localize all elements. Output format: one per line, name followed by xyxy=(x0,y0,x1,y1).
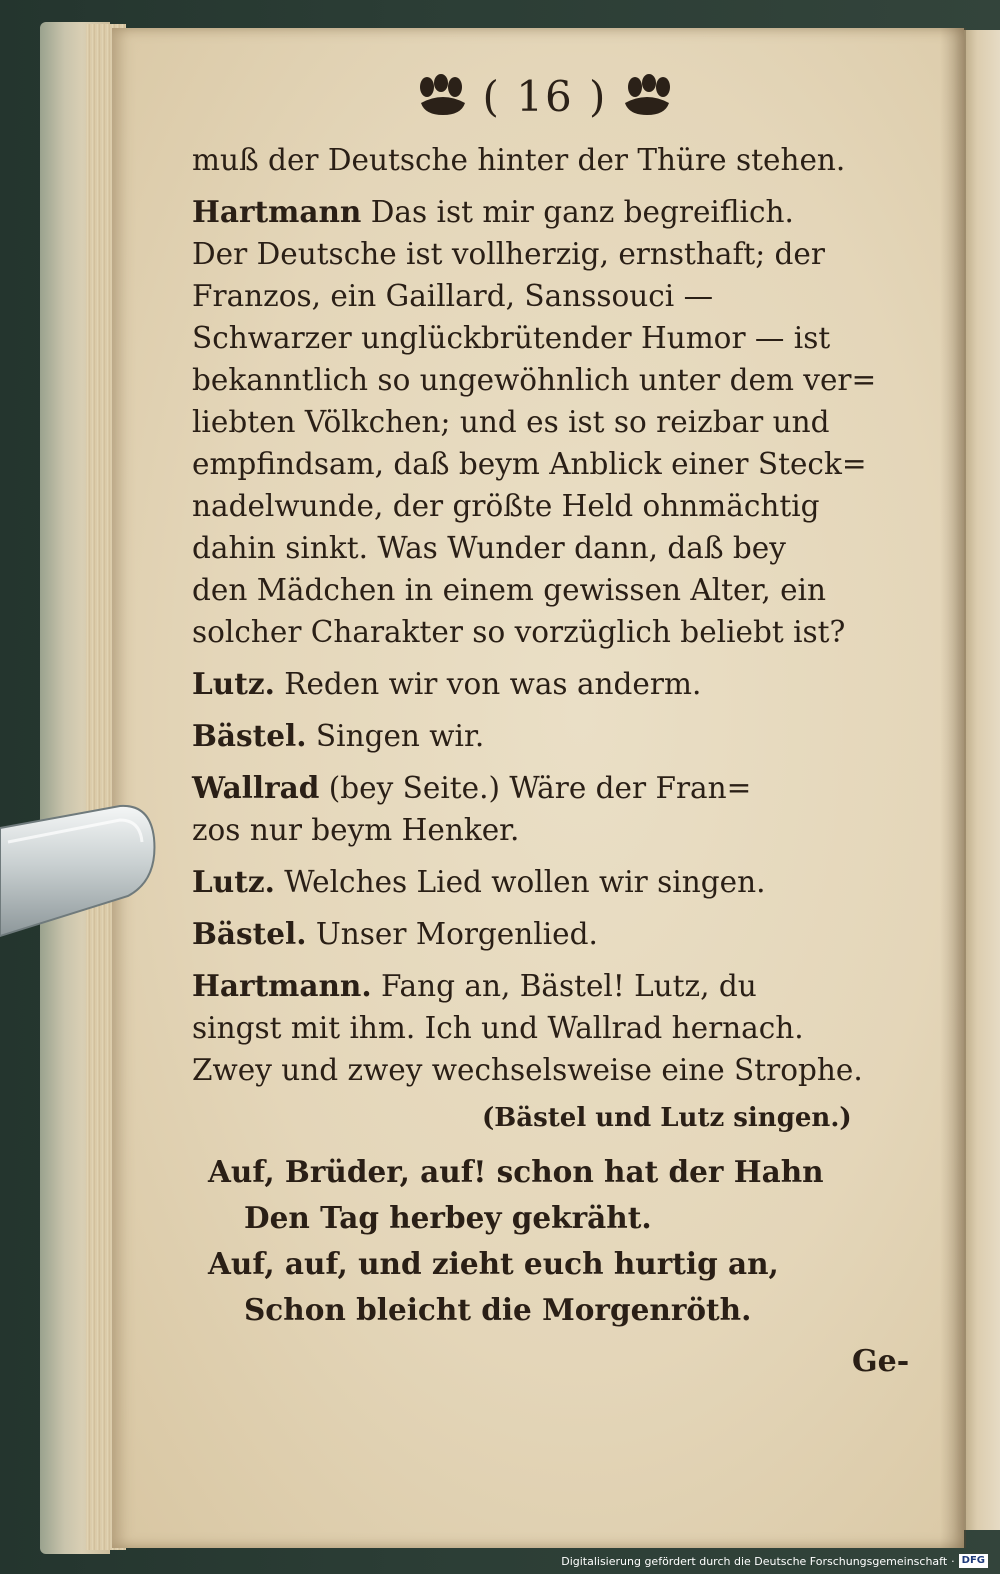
speaker-name: Bästel. xyxy=(192,718,307,753)
digitization-credit: Digitalisierung gefördert durch die Deutsche Forschungsgemeinschaft · DFG xyxy=(561,1552,988,1570)
speaker-name: Hartmann. xyxy=(192,968,372,1003)
verse-line: Auf, auf, und zieht euch hurtig an, xyxy=(208,1246,779,1281)
fleuron-ornament-left-icon xyxy=(417,73,469,119)
text-line: Der Deutsche ist vollherzig, ernsthaft; der xyxy=(192,237,825,271)
page-number: ( 16 ) xyxy=(482,71,608,121)
text-line: Hartmann Das ist mir ganz begreiflich. xyxy=(192,194,794,229)
credit-text: Digitalisierung gefördert durch die Deutsche Forschungsgemeinschaft xyxy=(561,1554,948,1568)
speaker-name: Bästel. xyxy=(192,916,307,951)
text-line: Franzos, ein Gaillard, Sanssouci — xyxy=(192,279,714,313)
text-line: Schwarzer unglückbrütender Humor — ist xyxy=(192,321,831,355)
dfg-logo: DFG xyxy=(959,1554,988,1568)
text-line: muß der Deutsche hinter der Thüre stehen. xyxy=(192,143,846,177)
catchword: Ge- xyxy=(852,1344,910,1379)
facing-page-edge xyxy=(962,30,1000,1530)
text-line: Hartmann. Fang an, Bästel! Lutz, du xyxy=(192,968,757,1003)
verse-line: Den Tag herbey gekräht. xyxy=(244,1200,652,1235)
text-line: singst mit ihm. Ich und Wallrad hernach. xyxy=(192,1011,804,1045)
text-line: Wallrad (bey Seite.) Wäre der Fran= xyxy=(192,770,752,805)
gutter-shadow xyxy=(940,28,966,1548)
stage-direction: (Bästel und Lutz singen.) xyxy=(482,1103,852,1133)
verse-line: Auf, Brüder, auf! schon hat der Hahn xyxy=(208,1154,824,1189)
book-clamp-image xyxy=(0,798,160,938)
text-line: den Mädchen in einem gewissen Alter, ein xyxy=(192,573,826,607)
text-line: dahin sinkt. Was Wunder dann, daß bey xyxy=(192,531,786,565)
text-line: Bästel. Unser Morgenlied. xyxy=(192,916,598,951)
stage-direction: (bey Seite.) xyxy=(328,771,500,805)
fleuron-ornament-right-icon xyxy=(621,73,673,119)
text-line: Lutz. Welches Lied wollen wir singen. xyxy=(192,864,766,899)
verse-line: Schon bleicht die Morgenröth. xyxy=(244,1292,752,1327)
speaker-name: Hartmann xyxy=(192,194,362,229)
text-line: nadelwunde, der größte Held ohnmächtig xyxy=(192,489,820,523)
speaker-name: Lutz. xyxy=(192,864,275,899)
text-line: Bästel. Singen wir. xyxy=(192,718,485,753)
speaker-name: Wallrad xyxy=(192,770,320,805)
text-line: empfindsam, daß beym Anblick einer Steck= xyxy=(192,447,867,481)
text-line: bekanntlich so ungewöhnlich unter dem ver= xyxy=(192,363,877,397)
text-line: Lutz. Reden wir von was anderm. xyxy=(192,666,702,701)
text-line: Zwey und zwey wechselsweise eine Strophe. xyxy=(192,1053,863,1087)
page-header xyxy=(400,66,690,126)
text-line xyxy=(482,1096,852,1136)
speaker-name: Lutz. xyxy=(192,666,275,701)
text-line: liebten Völkchen; und es ist so reizbar und xyxy=(192,405,830,439)
text-line: zos nur beym Henker. xyxy=(192,813,520,847)
text-line: solcher Charakter so vorzüglich beliebt ist? xyxy=(192,615,846,649)
